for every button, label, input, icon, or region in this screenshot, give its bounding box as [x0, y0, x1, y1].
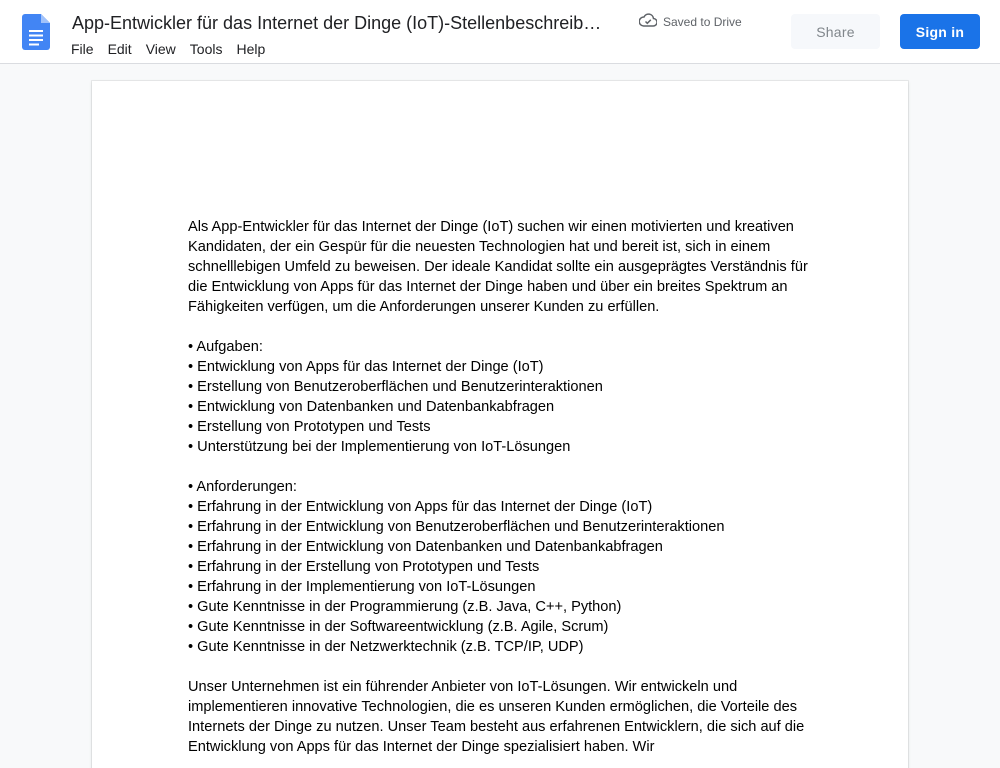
list-item: • Erfahrung in der Entwicklung von Datenbanken und Datenbankabfragen — [188, 539, 663, 555]
list-item: • Erstellung von Prototypen und Tests — [188, 419, 431, 435]
sign-in-button[interactable]: Sign in — [900, 14, 980, 49]
menu-file[interactable]: File — [71, 41, 94, 57]
document-page[interactable] — [92, 81, 908, 768]
list-item: • Unterstützung bei der Implementierung von IoT-Lösungen — [188, 439, 571, 455]
list-item: • Entwicklung von Apps für das Internet der Dinge (IoT) — [188, 359, 544, 375]
menu-view[interactable]: View — [145, 41, 176, 57]
list-item: • Gute Kenntnisse in der Netzwerktechnik (z.B. TCP/IP, UDP) — [188, 639, 584, 655]
menu-edit[interactable]: Edit — [107, 41, 132, 57]
tasks-list — [188, 337, 818, 457]
list-item: • Erfahrung in der Implementierung von IoT-Lösungen — [188, 579, 536, 595]
list-item: • Erfahrung in der Erstellung von Prototypen und Tests — [188, 559, 540, 575]
menu-help[interactable]: Help — [236, 41, 266, 57]
document-title[interactable]: App-Entwickler für das Internet der Dinge (IoT)-Stellenbeschreib… — [72, 13, 602, 33]
top-bar — [0, 0, 1000, 64]
share-button[interactable]: Share — [791, 14, 880, 49]
list-item: • Gute Kenntnisse in der Programmierung (z.B. Java, C++, Python) — [188, 599, 622, 615]
requirements-list — [188, 477, 818, 657]
list-item: • Erfahrung in der Entwicklung von Benutzeroberflächen und Benutzerinteraktionen — [188, 519, 725, 535]
saved-status[interactable] — [639, 13, 742, 30]
document-body[interactable] — [188, 217, 818, 768]
cloud-done-icon — [639, 13, 663, 30]
google-docs-icon[interactable] — [22, 14, 50, 50]
intro-paragraph: Als App-Entwickler für das Internet der Dinge (IoT) suchen wir einen motivierten und kreativen Kandidaten, der ein Gespür für die neuesten Technologien hat und bereit ist, sich in einem schnelllebigen Umfeld zu beweisen. Der ideale Kandidat sollte ein ausgeprägtes Verständnis für die Entwicklung von Apps für das Internet der Dinge haben und über ein breites Spektrum an Fähigkeiten verfügen, um die Anforderungen unserer Kunden zu erfüllen. — [188, 219, 808, 315]
list-item: • Entwicklung von Datenbanken und Datenbankabfragen — [188, 399, 555, 415]
list-item: • Erstellung von Benutzeroberflächen und Benutzerinteraktionen — [188, 379, 603, 395]
document-canvas[interactable] — [0, 65, 1000, 768]
company-paragraph: Unser Unternehmen ist ein führender Anbieter von IoT-Lösungen. Wir entwickeln und implementieren innovative Technologien, die es unseren Kunden ermöglichen, die Vorteile des Internets der Dinge zu nutzen. Unser Team besteht aus erfahrenen Entwicklern, die sich auf die Entwicklung von Apps für das Internet der Dinge spezialisiert haben. Wir — [188, 679, 805, 755]
list-item: • Gute Kenntnisse in der Softwareentwicklung (z.B. Agile, Scrum) — [188, 619, 609, 635]
list-item: • Aufgaben: — [188, 339, 263, 355]
saved-status-label: Saved to Drive — [663, 14, 742, 29]
list-item: • Erfahrung in der Entwicklung von Apps für das Internet der Dinge (IoT) — [188, 499, 653, 515]
menu-bar — [64, 38, 272, 60]
menu-tools[interactable]: Tools — [189, 41, 223, 57]
list-item: • Anforderungen: — [188, 479, 297, 495]
